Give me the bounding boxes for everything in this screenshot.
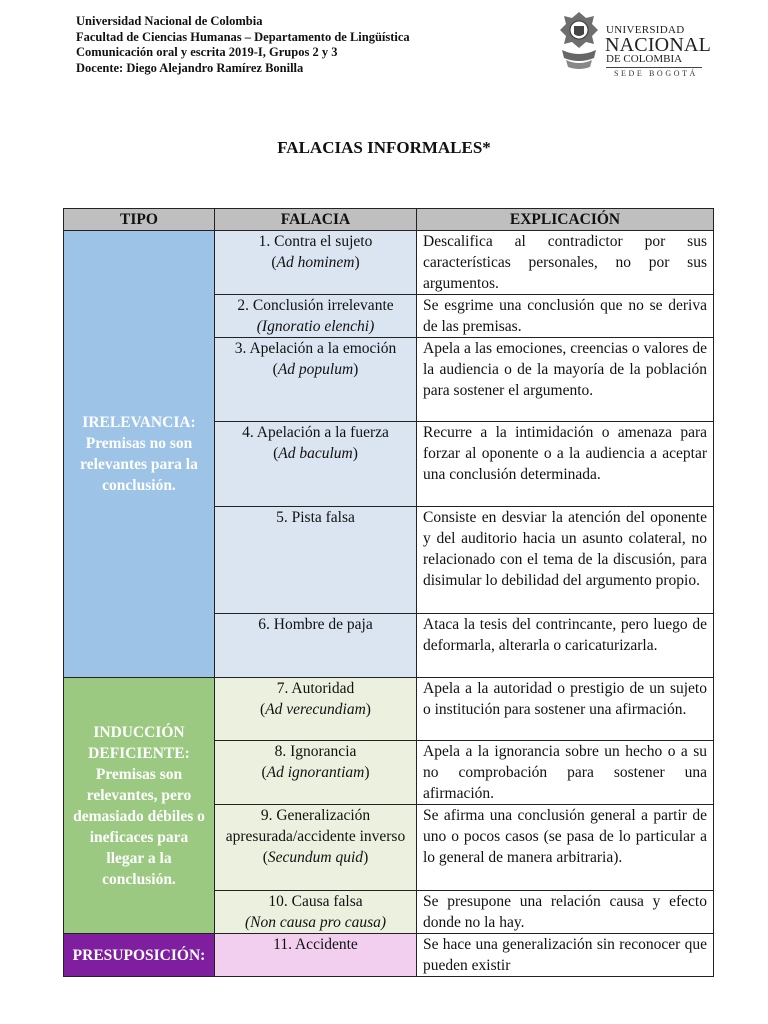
falacia-name: 3. Apelación a la emoción [234,340,397,357]
falacia-cell [215,231,417,295]
falacia-cell [215,422,417,507]
tipo-cell [64,934,215,977]
university-logo [556,10,712,78]
coat-of-arms-icon [556,10,602,72]
tipo-label: PRESUPOSICIÓN: [72,946,206,964]
falacia-cell [215,338,417,422]
falacia-latin-name: (Ad hominem) [271,254,360,271]
table-row [64,934,714,977]
table-row [64,231,714,295]
falacia-cell [215,805,417,891]
tipo-label: INDUCCIÓN DEFICIENTE: Premisas son relevantes, pero demasiado débiles o ineficaces para llegar a la conclusión. [73,723,205,888]
explicacion-cell: Se presupone una relación causa y efecto donde no la hay. [417,891,714,934]
falacia-cell [215,891,417,934]
falacia-name: 7. Autoridad [276,680,355,697]
page-title: FALACIAS INFORMALES* [277,138,491,157]
latin-term: Ad populum [277,361,354,378]
latin-term: Ad baculum [278,445,353,462]
header-line-university: Universidad Nacional de Colombia [76,14,263,28]
logo-text-nacional: NACIONAL [605,34,712,56]
falacia-name: 9. Generalización apresurada/accidente inverso [225,807,406,845]
header-line-course: Comunicación oral y escrita 2019-I, Grupos 2 y 3 [76,45,338,59]
falacia-name: 4. Apelación a la fuerza [242,424,389,441]
falacia-cell [215,507,417,614]
falacia-cell [215,295,417,338]
falacia-cell [215,614,417,678]
table-row [64,678,714,741]
explicacion-cell: Descalifica al contradictor por sus características personales, no por sus argumentos. [417,231,714,295]
falacia-name: 8. Ignorancia [274,743,357,760]
latin-term: Secundum quid [267,849,364,866]
latin-term: Ad ignorantiam [266,764,365,781]
fallacies-table [63,208,714,977]
explicacion-cell: Apela a la autoridad o prestigio de un sujeto o institución para sostener una afirmación. [417,678,714,741]
logo-text-de-colombia: DE COLOMBIA [606,53,683,65]
falacia-latin-name: (Secundum quid) [262,849,369,866]
tipo-label: IRELEVANCIA: Premisas no son relevantes para la conclusión. [80,414,198,494]
header-line-teacher: Docente: Diego Alejandro Ramírez Bonilla [76,60,304,75]
falacia-cell [215,678,417,741]
latin-term: Ad verecundiam [265,701,366,718]
latin-term: Ignoratio elenchi [261,318,370,335]
falacia-name: 2. Conclusión irrelevante [237,297,394,314]
header-explicacion: EXPLICACIÓN [417,209,714,231]
explicacion-cell: Apela a las emociones, creencias o valores de la audiencia o de la mayoría de la población para sostener el argumento. [417,338,714,422]
explicacion-cell: Consiste en desviar la atención del oponente y del auditorio hacia un asunto colateral, no relacionado con el tema de la discusión, para disimular lo debilidad del argumento propio. [417,507,714,614]
falacia-cell [215,741,417,805]
explicacion-cell: Ataca la tesis del contrincante, pero luego de deformarla, alterarla o caricaturizarla. [417,614,714,678]
explicacion-cell: Se esgrime una conclusión que no se deriva de las premisas. [417,295,714,338]
explicacion-cell: Se afirma una conclusión general a partir de uno o pocos casos (se pasa de lo particular a lo general de manera arbitraria). [417,805,714,891]
explicacion-cell: Se hace una generalización sin reconocer que pueden existir [417,934,714,977]
explicacion-cell: Recurre a la intimidación o amenaza para forzar al oponente o a la audiencia a aceptar una conclusión determinada. [417,422,714,507]
falacia-latin-name: (Ignoratio elenchi) [256,318,375,335]
explicacion-cell: Apela a la ignorancia sobre un hecho o a su no comprobación para sostener una afirmación. [417,741,714,805]
logo-text-universidad: UNIVERSIDAD [606,24,685,36]
latin-term: Non causa pro causa [250,914,381,931]
tipo-cell [64,678,215,934]
header-falacia: FALACIA [215,209,417,231]
header-tipo: TIPO [64,209,215,231]
falacia-latin-name: (Ad verecundiam) [260,701,371,718]
document-header [76,14,410,76]
logo-text-sede: SEDE BOGOTÁ [614,69,698,78]
falacia-name: 5. Pista falsa [276,509,355,526]
falacia-name: 11. Accidente [273,936,358,953]
latin-term: Ad hominem [276,254,355,271]
falacia-latin-name: (Ad baculum) [273,445,358,462]
falacia-cell [215,934,417,977]
falacia-latin-name: (Non causa pro causa) [244,914,387,931]
falacia-latin-name: (Ad populum) [272,361,359,378]
falacia-latin-name: (Ad ignorantiam) [261,764,370,781]
falacia-name: 10. Causa falsa [268,893,363,910]
table-header-row [64,209,714,231]
tipo-cell [64,231,215,678]
falacia-name: 1. Contra el sujeto [258,233,373,250]
falacia-name: 6. Hombre de paja [258,616,373,633]
header-line-faculty: Facultad de Ciencias Humanas – Departamento de Lingüística [76,29,410,44]
logo-rule [606,67,702,68]
